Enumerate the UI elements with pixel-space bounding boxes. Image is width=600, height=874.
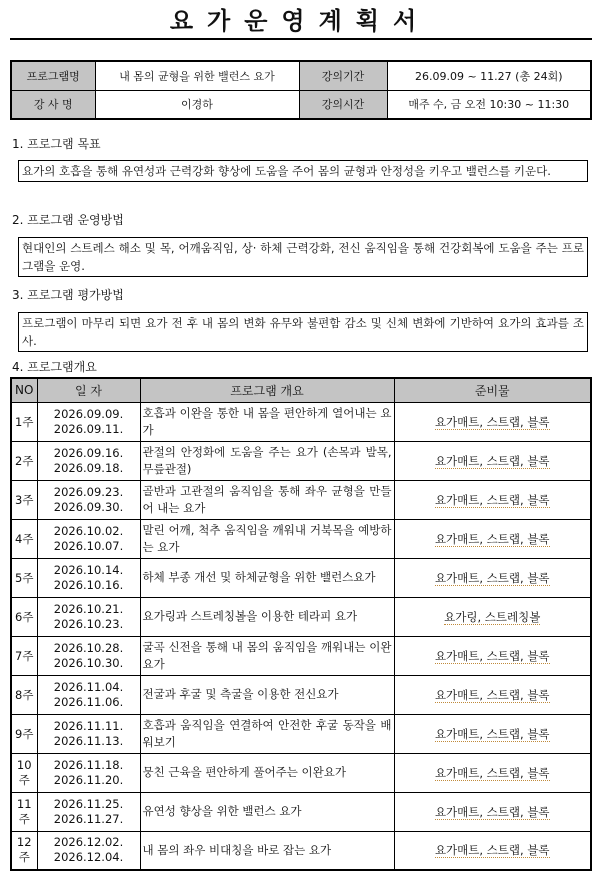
- session-dates: [37, 636, 140, 675]
- session-dates: [37, 792, 140, 831]
- session-overview: 골반과 고관절의 움직임을 통해 좌우 균형을 만들어 내는 요가: [140, 480, 394, 519]
- date-second: 2026.11.13.: [53, 733, 124, 748]
- session-overview: 전굴과 후굴 및 측굴을 이용한 전신요가: [140, 675, 394, 714]
- session-dates: [37, 675, 140, 714]
- session-dates: [37, 831, 140, 870]
- week-number: 3주: [11, 480, 37, 519]
- week-number: 5주: [11, 558, 37, 597]
- session-overview: 관절의 안정화에 도움을 주는 요가 (손목과 발목, 무릎관절): [140, 441, 394, 480]
- week-number: 8주: [11, 675, 37, 714]
- session-dates: [37, 714, 140, 753]
- header-date: 일 자: [37, 378, 140, 402]
- program-info-table: [10, 60, 592, 120]
- materials-text: 요가매트, 스트랩, 블록: [434, 687, 550, 702]
- table-row: [11, 402, 591, 441]
- evaluation-heading: 3. 프로그램 평가방법: [12, 288, 124, 302]
- date-second: 2026.11.20.: [53, 772, 124, 787]
- date-first: 2026.10.28.: [53, 640, 124, 655]
- weekly-plan-table: [10, 377, 592, 871]
- date-second: 2026.12.04.: [53, 850, 124, 865]
- session-materials: [394, 714, 591, 753]
- session-materials: [394, 597, 591, 636]
- date-second: 2026.09.18.: [53, 460, 124, 475]
- goal-heading: 1. 프로그램 목표: [12, 137, 101, 151]
- date-second: 2026.10.16.: [53, 577, 124, 592]
- weekly-plan-rows: [11, 402, 591, 870]
- session-overview: 호흡과 움직임을 연결하여 안전한 후굴 동작을 배워보기: [140, 714, 394, 753]
- materials-text: 요가링, 스트레칭볼: [444, 609, 541, 624]
- session-overview: 유연성 향상을 위한 밸런스 요가: [140, 792, 394, 831]
- date-second: 2026.11.27.: [53, 811, 124, 826]
- date-second: 2026.10.30.: [53, 655, 124, 670]
- week-number: 12주: [11, 831, 37, 870]
- instructor-label: 강 사 명: [11, 90, 95, 119]
- instructor-value: 이경하: [95, 90, 299, 119]
- session-dates: [37, 558, 140, 597]
- title-underline: [10, 38, 592, 40]
- session-materials: [394, 558, 591, 597]
- session-dates: [37, 402, 140, 441]
- header-materials: 준비물: [394, 378, 591, 402]
- materials-text: 요가매트, 스트랩, 블록: [434, 804, 550, 819]
- date-first: 2026.11.18.: [53, 757, 124, 772]
- materials-text: 요가매트, 스트랩, 블록: [434, 414, 550, 429]
- session-materials: [394, 441, 591, 480]
- week-number: 10주: [11, 753, 37, 792]
- materials-text: 요가매트, 스트랩, 블록: [434, 492, 550, 507]
- session-materials: [394, 675, 591, 714]
- week-number: 4주: [11, 519, 37, 558]
- date-second: 2026.10.23.: [53, 616, 124, 631]
- table-row: [11, 636, 591, 675]
- session-overview: 뭉친 근육을 편안하게 풀어주는 이완요가: [140, 753, 394, 792]
- session-materials: [394, 831, 591, 870]
- period-label: 강의기간: [299, 61, 387, 90]
- session-dates: [37, 519, 140, 558]
- date-first: 2026.09.23.: [53, 484, 124, 499]
- date-first: 2026.11.11.: [53, 718, 124, 733]
- header-overview: 프로그램 개요: [140, 378, 394, 402]
- time-value: 매주 수, 금 오전 10:30 ~ 11:30: [387, 90, 591, 119]
- header-no: NO: [11, 378, 37, 402]
- date-first: 2026.11.04.: [53, 679, 124, 694]
- session-dates: [37, 753, 140, 792]
- date-second: 2026.10.07.: [53, 538, 124, 553]
- session-overview: 말린 어깨, 척추 움직임을 깨워내 거북목을 예방하는 요가: [140, 519, 394, 558]
- materials-text: 요가매트, 스트랩, 블록: [434, 843, 550, 858]
- week-number: 1주: [11, 402, 37, 441]
- session-materials: [394, 402, 591, 441]
- evaluation-text: 프로그램이 마무리 되면 요가 전 후 내 몸의 변화 유무와 불편함 감소 및 신체 변화에 기반하여 요가의 효과를 조사.: [18, 312, 588, 352]
- table-row: [11, 675, 591, 714]
- session-overview: 굴곡 신전을 통해 내 몸의 움직임을 깨워내는 이완 요가: [140, 636, 394, 675]
- date-first: 2026.12.02.: [53, 835, 124, 850]
- table-row: [11, 831, 591, 870]
- materials-text: 요가매트, 스트랩, 블록: [434, 726, 550, 741]
- table-row: [11, 519, 591, 558]
- date-first: 2026.09.16.: [53, 445, 124, 460]
- week-number: 6주: [11, 597, 37, 636]
- date-first: 2026.10.21.: [53, 601, 124, 616]
- session-dates: [37, 597, 140, 636]
- program-name-value: 내 몸의 균형을 위한 밸런스 요가: [95, 61, 299, 90]
- date-second: 2026.11.06.: [53, 694, 124, 709]
- date-first: 2026.10.14.: [53, 562, 124, 577]
- date-first: 2026.11.25.: [53, 796, 124, 811]
- table-row: [11, 558, 591, 597]
- date-second: 2026.09.30.: [53, 499, 124, 514]
- overview-heading: 4. 프로그램개요: [12, 360, 97, 374]
- session-materials: [394, 519, 591, 558]
- materials-text: 요가매트, 스트랩, 블록: [434, 531, 550, 546]
- materials-text: 요가매트, 스트랩, 블록: [434, 765, 550, 780]
- method-text: 현대인의 스트레스 해소 및 목, 어깨움직임, 상· 하체 근력강화, 전신 움직임을 통해 건강회복에 도움을 주는 프로그램을 운영.: [18, 237, 588, 277]
- session-overview: 하체 부종 개선 및 하체균형을 위한 밸런스요가: [140, 558, 394, 597]
- goal-text: 요가의 호흡을 통해 유연성과 근력강화 향상에 도움을 주어 몸의 균형과 안정성을 키우고 밸런스를 키운다.: [18, 160, 588, 182]
- materials-text: 요가매트, 스트랩, 블록: [434, 453, 550, 468]
- week-number: 9주: [11, 714, 37, 753]
- week-number: 7주: [11, 636, 37, 675]
- table-row: [11, 714, 591, 753]
- table-row: [11, 480, 591, 519]
- session-overview: 내 몸의 좌우 비대칭을 바로 잡는 요가: [140, 831, 394, 870]
- materials-text: 요가매트, 스트랩, 블록: [434, 570, 550, 585]
- program-name-label: 프로그램명: [11, 61, 95, 90]
- session-materials: [394, 792, 591, 831]
- table-row: [11, 441, 591, 480]
- week-number: 2주: [11, 441, 37, 480]
- date-first: 2026.10.02.: [53, 523, 124, 538]
- session-materials: [394, 753, 591, 792]
- session-overview: 호흡과 이완을 통한 내 몸을 편안하게 열어내는 요가: [140, 402, 394, 441]
- week-number: 11주: [11, 792, 37, 831]
- session-materials: [394, 480, 591, 519]
- session-overview: 요가링과 스트레칭볼을 이용한 테라피 요가: [140, 597, 394, 636]
- session-dates: [37, 480, 140, 519]
- method-heading: 2. 프로그램 운영방법: [12, 213, 124, 227]
- table-row: [11, 792, 591, 831]
- document-title: 요가운영계획서: [169, 7, 431, 35]
- table-row: [11, 597, 591, 636]
- date-second: 2026.09.11.: [53, 421, 124, 436]
- period-value: 26.09.09 ~ 11.27 (총 24회): [387, 61, 591, 90]
- table-row: [11, 753, 591, 792]
- materials-text: 요가매트, 스트랩, 블록: [434, 648, 550, 663]
- session-materials: [394, 636, 591, 675]
- time-label: 강의시간: [299, 90, 387, 119]
- date-first: 2026.09.09.: [53, 406, 124, 421]
- session-dates: [37, 441, 140, 480]
